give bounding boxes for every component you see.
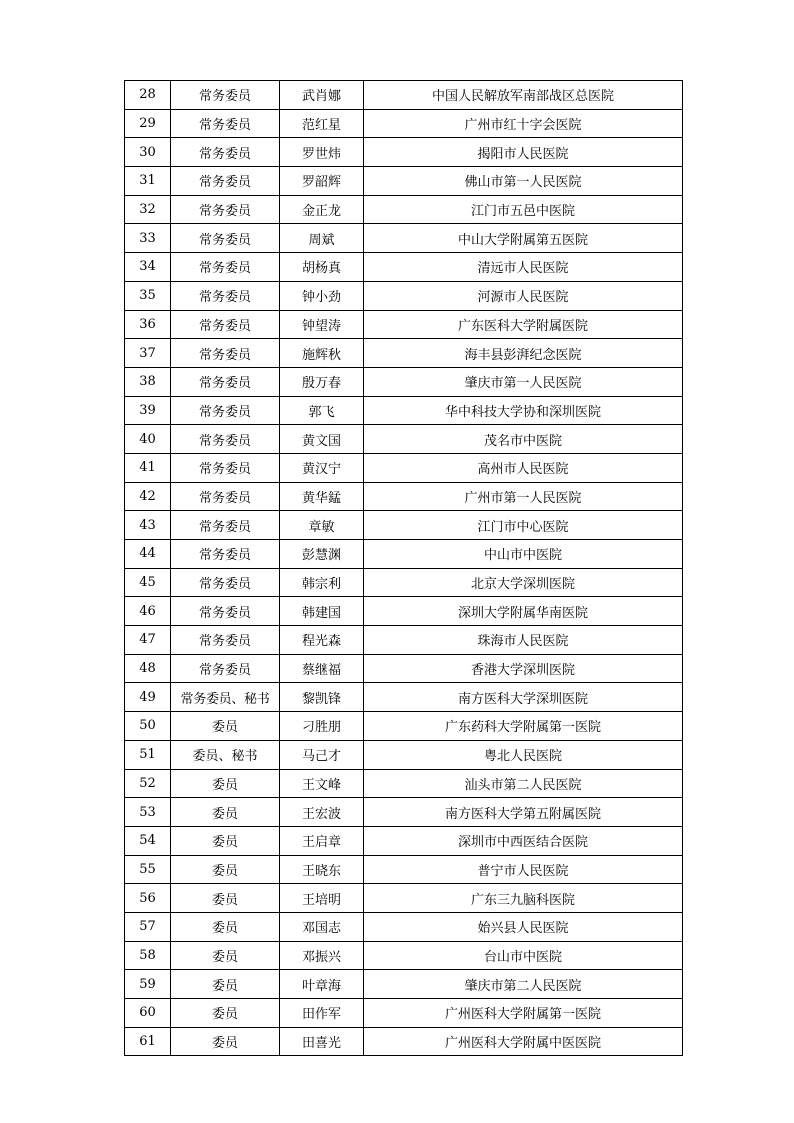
member-organization: 佛山市第一人民医院 — [364, 167, 683, 196]
table-row — [125, 826, 683, 855]
member-name: 王培明 — [280, 884, 364, 913]
member-name: 黄文国 — [280, 425, 364, 454]
row-number: 45 — [125, 568, 171, 597]
table-row — [125, 540, 683, 569]
row-number: 41 — [125, 453, 171, 482]
member-organization: 肇庆市第一人民医院 — [364, 367, 683, 396]
row-number: 54 — [125, 826, 171, 855]
table-row — [125, 941, 683, 970]
row-number: 35 — [125, 281, 171, 310]
member-name: 黄华錳 — [280, 482, 364, 511]
member-organization: 海丰县彭湃纪念医院 — [364, 339, 683, 368]
member-name: 殷万春 — [280, 367, 364, 396]
member-organization: 广州医科大学附属第一医院 — [364, 999, 683, 1028]
member-organization: 北京大学深圳医院 — [364, 568, 683, 597]
table-row — [125, 683, 683, 712]
table-row — [125, 798, 683, 827]
member-role: 常务委员 — [171, 253, 280, 282]
row-number: 40 — [125, 425, 171, 454]
member-organization: 高州市人民医院 — [364, 453, 683, 482]
member-name: 范红星 — [280, 109, 364, 138]
member-organization: 肇庆市第二人民医院 — [364, 970, 683, 999]
table-row — [125, 425, 683, 454]
member-role: 委员 — [171, 855, 280, 884]
table-row — [125, 224, 683, 253]
member-role: 常务委员、秘书 — [171, 683, 280, 712]
member-organization: 中山市中医院 — [364, 540, 683, 569]
member-name: 王晓东 — [280, 855, 364, 884]
member-role: 常务委员 — [171, 511, 280, 540]
member-name: 王宏波 — [280, 798, 364, 827]
member-organization: 广州市第一人民医院 — [364, 482, 683, 511]
table-row — [125, 281, 683, 310]
row-number: 52 — [125, 769, 171, 798]
member-name: 黎凯锋 — [280, 683, 364, 712]
member-role: 委员 — [171, 999, 280, 1028]
member-organization: 南方医科大学深圳医院 — [364, 683, 683, 712]
member-organization: 香港大学深圳医院 — [364, 654, 683, 683]
member-role: 委员 — [171, 769, 280, 798]
member-name: 黄汉宁 — [280, 453, 364, 482]
row-number: 53 — [125, 798, 171, 827]
member-name: 王启章 — [280, 826, 364, 855]
table-row — [125, 339, 683, 368]
table-row — [125, 167, 683, 196]
member-name: 钟小劲 — [280, 281, 364, 310]
member-role: 委员、秘书 — [171, 740, 280, 769]
row-number: 58 — [125, 941, 171, 970]
table-row — [125, 396, 683, 425]
row-number: 59 — [125, 970, 171, 999]
row-number: 56 — [125, 884, 171, 913]
member-roster-table — [124, 80, 683, 1056]
row-number: 57 — [125, 912, 171, 941]
member-role: 委员 — [171, 941, 280, 970]
row-number: 37 — [125, 339, 171, 368]
table-row — [125, 740, 683, 769]
table-row — [125, 597, 683, 626]
member-organization: 揭阳市人民医院 — [364, 138, 683, 167]
row-number: 47 — [125, 626, 171, 655]
member-role: 常务委员 — [171, 453, 280, 482]
member-organization: 华中科技大学协和深圳医院 — [364, 396, 683, 425]
member-organization: 江门市五邑中医院 — [364, 195, 683, 224]
row-number: 38 — [125, 367, 171, 396]
member-name: 施辉秋 — [280, 339, 364, 368]
member-organization: 粤北人民医院 — [364, 740, 683, 769]
table-row — [125, 81, 683, 110]
row-number: 60 — [125, 999, 171, 1028]
member-name: 罗世炜 — [280, 138, 364, 167]
table-row — [125, 654, 683, 683]
member-role: 常务委员 — [171, 654, 280, 683]
member-name: 郭飞 — [280, 396, 364, 425]
table-row — [125, 568, 683, 597]
member-role: 委员 — [171, 826, 280, 855]
table-row — [125, 367, 683, 396]
member-name: 金正龙 — [280, 195, 364, 224]
member-organization: 广州医科大学附属中医医院 — [364, 1027, 683, 1056]
table-row — [125, 109, 683, 138]
member-role: 常务委员 — [171, 482, 280, 511]
member-role: 常务委员 — [171, 224, 280, 253]
row-number: 42 — [125, 482, 171, 511]
member-organization: 中国人民解放军南部战区总医院 — [364, 81, 683, 110]
member-organization: 广东三九脑科医院 — [364, 884, 683, 913]
member-role: 委员 — [171, 1027, 280, 1056]
member-role: 常务委员 — [171, 396, 280, 425]
table-row — [125, 884, 683, 913]
member-name: 韩宗利 — [280, 568, 364, 597]
table-row — [125, 769, 683, 798]
member-name: 邓振兴 — [280, 941, 364, 970]
member-role: 常务委员 — [171, 138, 280, 167]
table-row — [125, 855, 683, 884]
member-role: 常务委员 — [171, 167, 280, 196]
member-organization: 茂名市中医院 — [364, 425, 683, 454]
member-role: 常务委员 — [171, 540, 280, 569]
row-number: 31 — [125, 167, 171, 196]
table-row — [125, 712, 683, 741]
row-number: 28 — [125, 81, 171, 110]
row-number: 34 — [125, 253, 171, 282]
member-organization: 河源市人民医院 — [364, 281, 683, 310]
member-organization: 广州市红十字会医院 — [364, 109, 683, 138]
row-number: 49 — [125, 683, 171, 712]
member-name: 胡杨真 — [280, 253, 364, 282]
member-role: 常务委员 — [171, 109, 280, 138]
member-role: 常务委员 — [171, 367, 280, 396]
table-row — [125, 138, 683, 167]
row-number: 55 — [125, 855, 171, 884]
member-name: 程光森 — [280, 626, 364, 655]
member-role: 常务委员 — [171, 281, 280, 310]
member-organization: 中山大学附属第五医院 — [364, 224, 683, 253]
row-number: 61 — [125, 1027, 171, 1056]
table-row — [125, 511, 683, 540]
member-role: 常务委员 — [171, 195, 280, 224]
row-number: 36 — [125, 310, 171, 339]
member-organization: 始兴县人民医院 — [364, 912, 683, 941]
member-organization: 珠海市人民医院 — [364, 626, 683, 655]
row-number: 39 — [125, 396, 171, 425]
table-row — [125, 626, 683, 655]
member-organization: 普宁市人民医院 — [364, 855, 683, 884]
member-role: 常务委员 — [171, 81, 280, 110]
table-row — [125, 253, 683, 282]
table-row — [125, 195, 683, 224]
row-number: 29 — [125, 109, 171, 138]
table-row — [125, 482, 683, 511]
member-role: 常务委员 — [171, 626, 280, 655]
member-name: 韩建国 — [280, 597, 364, 626]
member-name: 王文峰 — [280, 769, 364, 798]
row-number: 46 — [125, 597, 171, 626]
member-name: 彭慧渊 — [280, 540, 364, 569]
member-organization: 广东药科大学附属第一医院 — [364, 712, 683, 741]
table-row — [125, 1027, 683, 1056]
member-role: 常务委员 — [171, 568, 280, 597]
table-row — [125, 310, 683, 339]
member-organization: 南方医科大学第五附属医院 — [364, 798, 683, 827]
member-organization: 广东医科大学附属医院 — [364, 310, 683, 339]
member-name: 武肖娜 — [280, 81, 364, 110]
member-organization: 江门市中心医院 — [364, 511, 683, 540]
member-name: 马己才 — [280, 740, 364, 769]
member-organization: 汕头市第二人民医院 — [364, 769, 683, 798]
row-number: 51 — [125, 740, 171, 769]
member-name: 刁胜朋 — [280, 712, 364, 741]
member-name: 田喜光 — [280, 1027, 364, 1056]
member-role: 委员 — [171, 884, 280, 913]
row-number: 33 — [125, 224, 171, 253]
member-role: 委员 — [171, 970, 280, 999]
member-role: 委员 — [171, 712, 280, 741]
row-number: 44 — [125, 540, 171, 569]
member-name: 罗韶辉 — [280, 167, 364, 196]
table-row — [125, 453, 683, 482]
member-role: 常务委员 — [171, 310, 280, 339]
row-number: 48 — [125, 654, 171, 683]
roster-body — [125, 81, 683, 1056]
member-organization: 深圳市中西医结合医院 — [364, 826, 683, 855]
member-role: 委员 — [171, 798, 280, 827]
member-name: 周斌 — [280, 224, 364, 253]
member-organization: 清远市人民医院 — [364, 253, 683, 282]
table-row — [125, 970, 683, 999]
member-name: 章敏 — [280, 511, 364, 540]
row-number: 32 — [125, 195, 171, 224]
member-name: 邓国志 — [280, 912, 364, 941]
member-name: 田作军 — [280, 999, 364, 1028]
row-number: 43 — [125, 511, 171, 540]
member-role: 委员 — [171, 912, 280, 941]
table-row — [125, 912, 683, 941]
member-role: 常务委员 — [171, 597, 280, 626]
table-row — [125, 999, 683, 1028]
member-role: 常务委员 — [171, 339, 280, 368]
member-name: 叶章海 — [280, 970, 364, 999]
member-organization: 深圳大学附属华南医院 — [364, 597, 683, 626]
member-role: 常务委员 — [171, 425, 280, 454]
member-organization: 台山市中医院 — [364, 941, 683, 970]
member-name: 蔡继福 — [280, 654, 364, 683]
row-number: 30 — [125, 138, 171, 167]
member-name: 钟望涛 — [280, 310, 364, 339]
row-number: 50 — [125, 712, 171, 741]
